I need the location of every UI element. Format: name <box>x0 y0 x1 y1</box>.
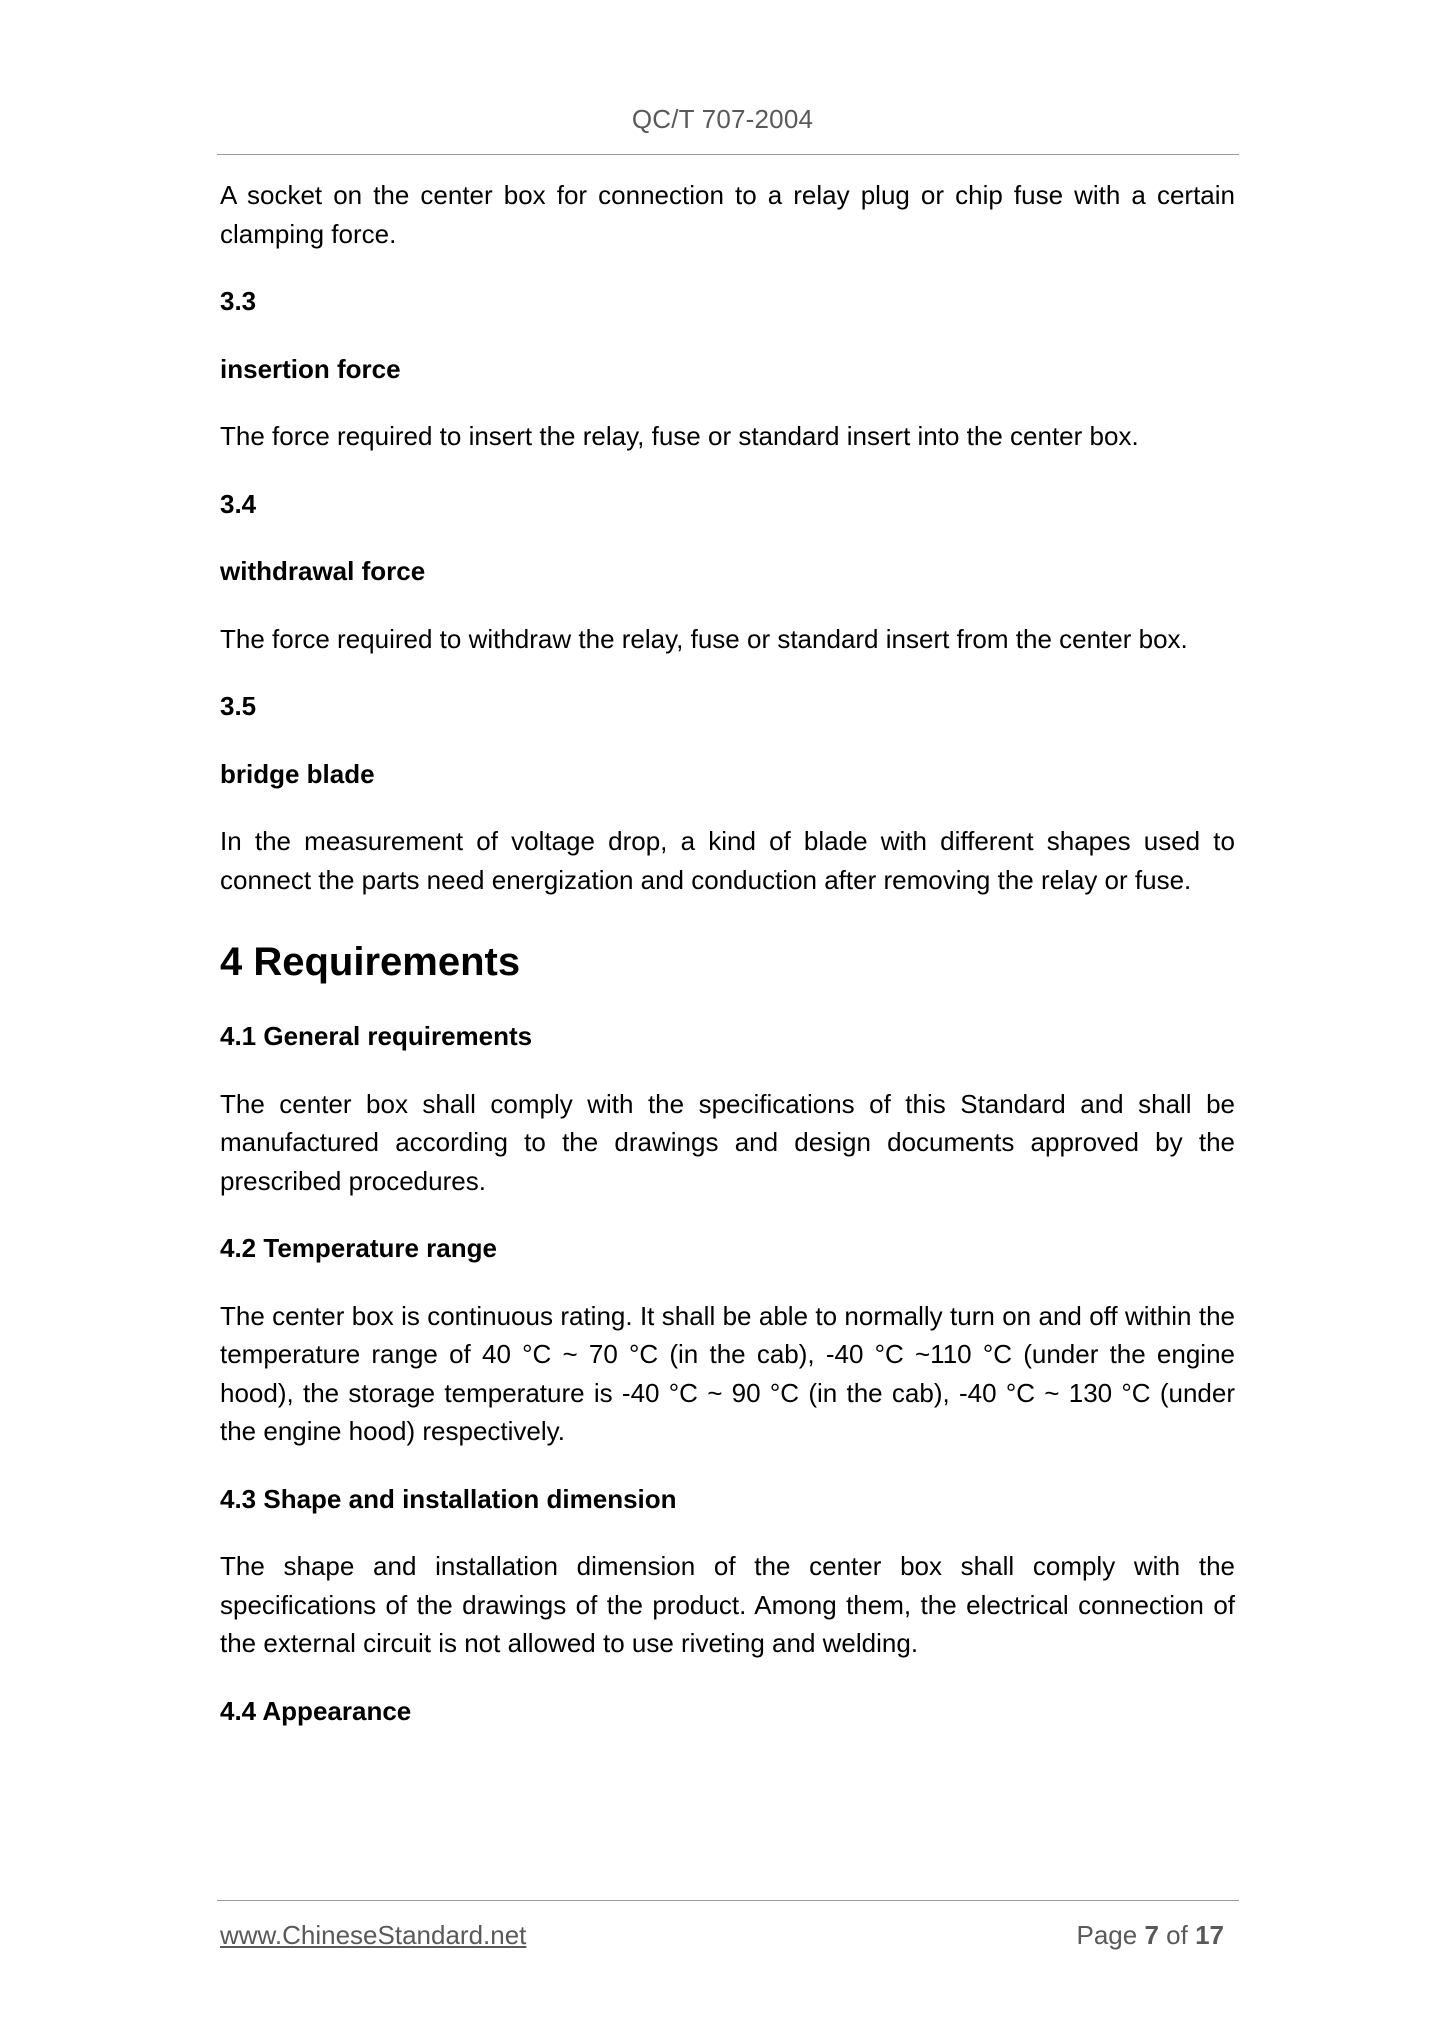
section-text-4-3: The shape and installation dimension of the center box shall comply with the specifications of the drawings of the product. Among them, the electrical connection of the external circuit is not allowed to use riveting and welding. <box>220 1551 1235 1658</box>
term-title-withdrawal-force: withdrawal force <box>220 556 426 586</box>
header-divider <box>217 154 1239 155</box>
page-total: 17 <box>1195 1920 1224 1950</box>
term-definition-insertion-force: The force required to insert the relay, fuse or standard insert into the center box. <box>220 421 1139 451</box>
term-number-3-3: 3.3 <box>220 286 257 316</box>
page-of-word: of <box>1166 1920 1188 1950</box>
page-content <box>220 176 1235 1759</box>
section-heading-4-4: 4.4 Appearance <box>220 1695 412 1726</box>
section-heading-4-3: 4.3 Shape and installation dimension <box>220 1483 677 1514</box>
term-title-insertion-force: insertion force <box>220 353 401 384</box>
term-title-bridge-blade: bridge blade <box>220 758 375 789</box>
term-number-3-5: 3.5 <box>220 691 257 721</box>
term-definition-withdrawal-force: The force required to withdraw the relay, fuse or standard insert from the center box. <box>220 623 1188 654</box>
section-text-4-1: The center box shall comply with the specifications of this Standard and shall be manufactured according to the drawings and design documents approved by the prescribed procedures. <box>220 1088 1235 1196</box>
term-definition-bridge-blade: In the measurement of voltage drop, a kind of blade with different shapes used to connect the parts need energization and conduction after removing the relay or fuse. <box>220 826 1235 895</box>
footer-divider <box>217 1900 1239 1901</box>
website-link[interactable]: www.ChineseStandard.net <box>220 1920 527 1950</box>
page-word: Page <box>1076 1920 1138 1950</box>
section-heading-4-2: 4.2 Temperature range <box>220 1233 497 1263</box>
page-number <box>1076 1920 1224 1951</box>
intro-paragraph: A socket on the center box for connection to a relay plug or chip fuse with a certain clamping force. <box>220 180 1235 249</box>
document-code-header: QC/T 707-2004 <box>631 104 814 134</box>
section-text-4-2: The center box is continuous rating. It shall be able to normally turn on and off within the temperature range of 40 °C ~ 70 °C (in the cab), -40 °C ~110 °C (under the engine hood), the storage temperature is -40 °C ~ 90 °C (in the cab), -40 °C ~ 130 °C (under the engine hood) respectively. <box>220 1300 1235 1446</box>
page-current: 7 <box>1144 1920 1159 1950</box>
term-number-3-4: 3.4 <box>220 488 257 519</box>
section-heading-4-1: 4.1 General requirements <box>220 1021 533 1051</box>
chapter-heading-requirements: 4 Requirements <box>220 940 521 984</box>
